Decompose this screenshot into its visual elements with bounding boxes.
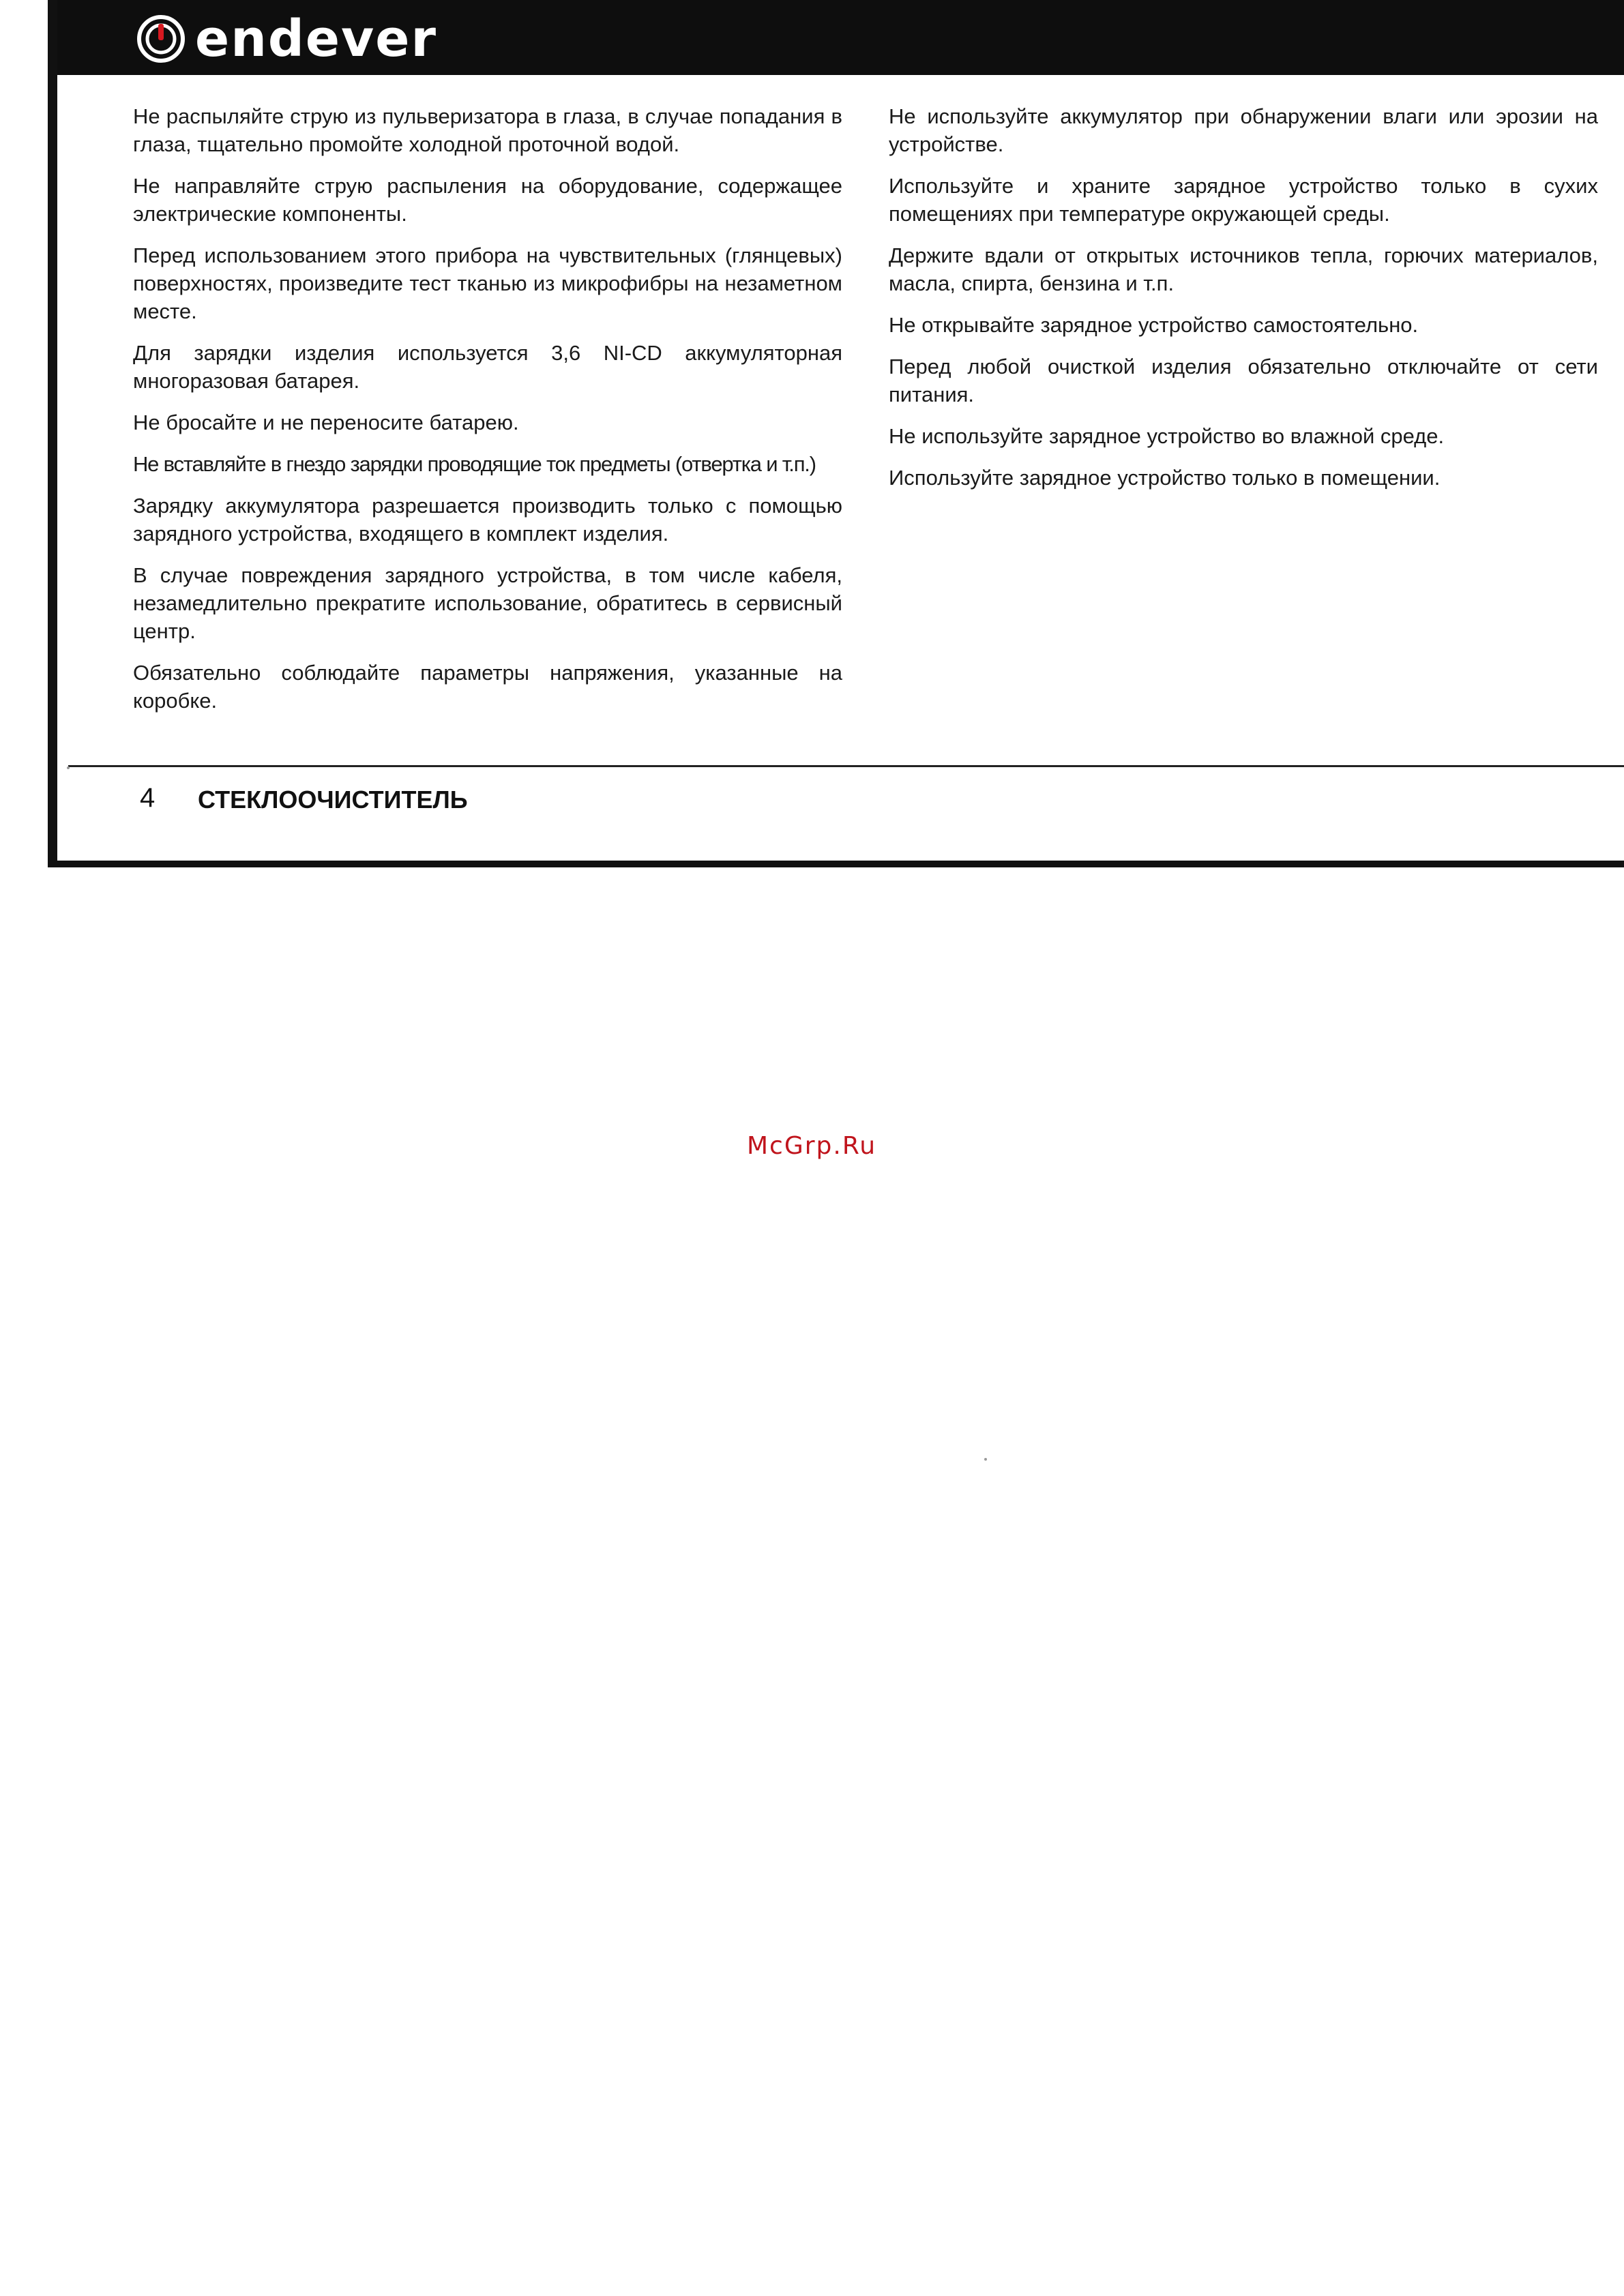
paragraph: Не бросайте и не переносите батарею. — [133, 411, 519, 434]
paragraph: Не направляйте струю распыления на оборудование, содержащее электрические компоненты. — [133, 174, 842, 226]
paragraph: Держите вдали от открытых источников тепла, горючих материалов, масла, спирта, бензина и т.п. — [889, 243, 1598, 295]
paragraph: Зарядку аккумулятора разрешается производить только с помощью зарядного устройства, входящего в комплект изделия. — [133, 494, 842, 546]
paragraph: Не распыляйте струю из пульверизатора в глаза, в случае попадания в глаза, тщательно промойте холодной проточной водой. — [133, 104, 842, 156]
paragraph: Обязательно соблюдайте параметры напряжения, указанные на коробке. — [133, 661, 842, 713]
paragraph: Не используйте аккумулятор при обнаружении влаги или эрозии на устройстве. — [889, 104, 1598, 156]
page-bottom-border — [48, 861, 1624, 867]
right-column — [889, 102, 1598, 505]
power-icon — [136, 14, 186, 63]
paragraph: Не открывайте зарядное устройство самостоятельно. — [889, 313, 1419, 337]
scan-speck — [984, 1458, 987, 1461]
paragraph: Используйте и храните зарядное устройство только в сухих помещениях при температуре окружающей среды. — [889, 174, 1598, 226]
scan-speck — [67, 766, 70, 769]
paragraph: Используйте зарядное устройство только в помещении. — [889, 466, 1441, 490]
brand-logo — [136, 10, 437, 68]
page-left-border — [48, 0, 57, 867]
brand-logo-text: endever — [195, 10, 437, 68]
left-column — [133, 102, 842, 728]
paragraph: Перед использованием этого прибора на чувствительных (глянцевых) поверхностях, произведите тест тканью из микрофибры на незаметном месте. — [133, 243, 842, 323]
page-number: 4 — [140, 783, 156, 813]
watermark: McGrp.Ru — [747, 1132, 877, 1160]
paragraph: Не вставляйте в гнездо зарядки проводящие ток предметы (отвертка и т.п.) — [133, 452, 816, 476]
paragraph: Перед любой очисткой изделия обязательно отключайте от сети питания. — [889, 355, 1598, 406]
paragraph: Не используйте зарядное устройство во влажной среде. — [889, 424, 1445, 448]
paragraph: Для зарядки изделия используется 3,6 NI-CD аккумуляторная многоразовая батарея. — [133, 341, 842, 393]
footer-title: СТЕКЛООЧИСТИТЕЛЬ — [198, 786, 468, 814]
footer-divider — [68, 765, 1624, 767]
paragraph: В случае повреждения зарядного устройства, в том числе кабеля, незамедлительно прекратите использование, обратитесь в сервисный центр. — [133, 563, 842, 643]
